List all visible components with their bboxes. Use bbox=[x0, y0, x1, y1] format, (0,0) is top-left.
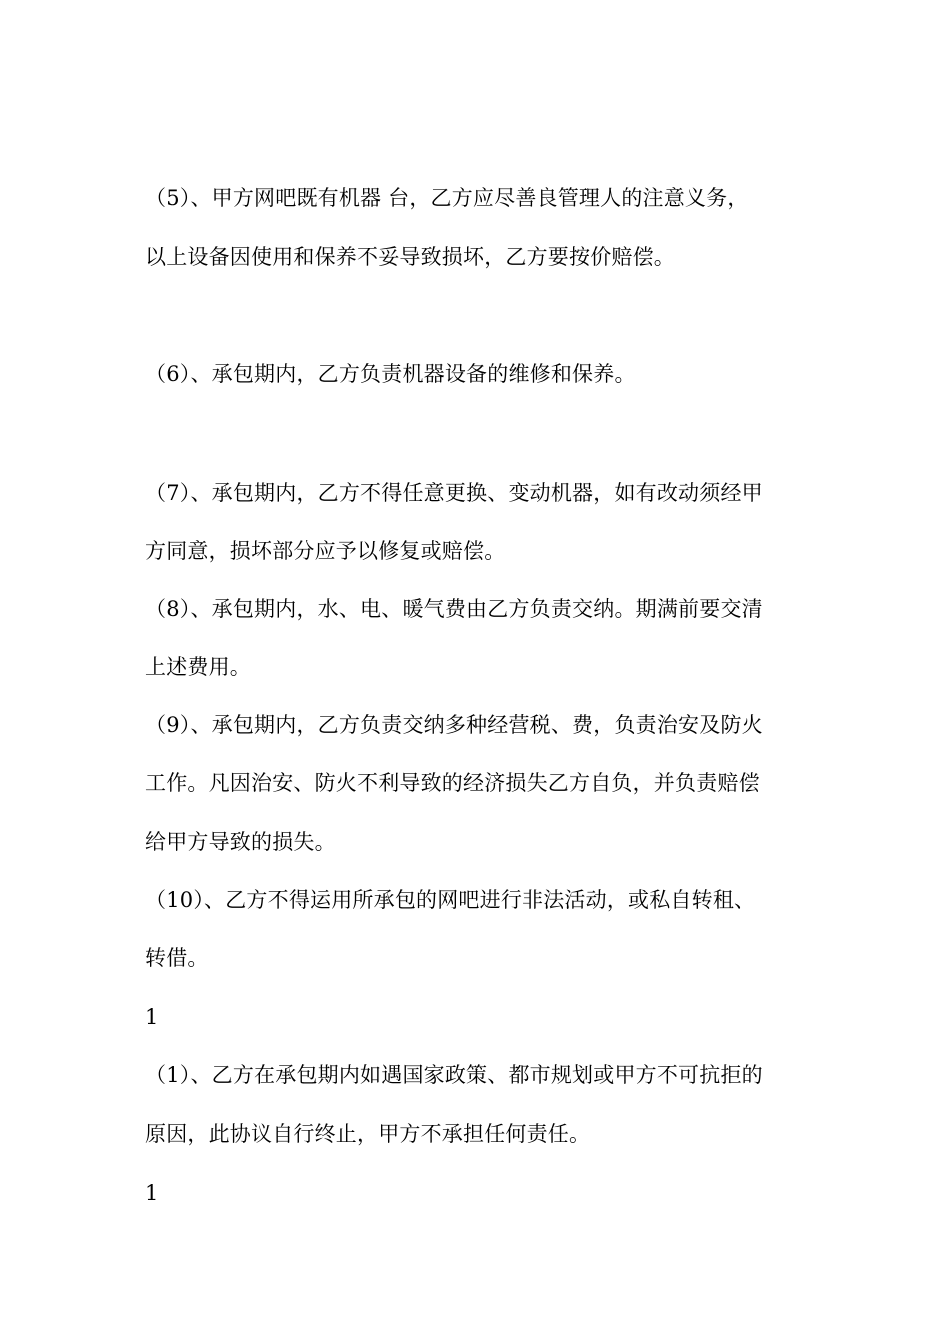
clause-10-line-1: （10）、乙方不得运用所承包的网吧进行非法活动，或私自转租、 bbox=[145, 888, 756, 912]
clause-9-line-3: 给甲方导致的损失。 bbox=[145, 830, 336, 854]
section-number: 1 bbox=[145, 1005, 159, 1029]
section-number: 1 bbox=[145, 1181, 159, 1205]
clause-10-line-2: 转借。 bbox=[145, 946, 209, 970]
clause-9-line-2: 工作。凡因治安、防火不利导致的经济损失乙方自负，并负责赔偿 bbox=[145, 771, 760, 795]
clause-8-line-2: 上述费用。 bbox=[145, 655, 251, 679]
clause-8-line-1: （8）、承包期内，水、电、暖气费由乙方负责交纳。期满前要交清 bbox=[145, 597, 763, 621]
clause-1-line-2: 原因，此协议自行终止，甲方不承担任何责任。 bbox=[145, 1122, 591, 1146]
clause-5-line-1: （5）、甲方网吧既有机器 台，乙方应尽善良管理人的注意义务， bbox=[145, 186, 749, 210]
clause-1-line-1: （1）、乙方在承包期内如遇国家政策、都市规划或甲方不可抗拒的 bbox=[145, 1063, 763, 1087]
clause-9-line-1: （9）、承包期内，乙方负责交纳多种经营税、费，负责治安及防火 bbox=[145, 713, 763, 737]
clause-6-line-1: （6）、承包期内，乙方负责机器设备的维修和保养。 bbox=[145, 362, 636, 386]
clause-7-line-1: （7）、承包期内，乙方不得任意更换、变动机器，如有改动须经甲 bbox=[145, 481, 763, 505]
clause-5-line-2: 以上设备因使用和保养不妥导致损坏，乙方要按价赔偿。 bbox=[145, 245, 675, 269]
clause-7-line-2: 方同意，损坏部分应予以修复或赔偿。 bbox=[145, 539, 506, 563]
